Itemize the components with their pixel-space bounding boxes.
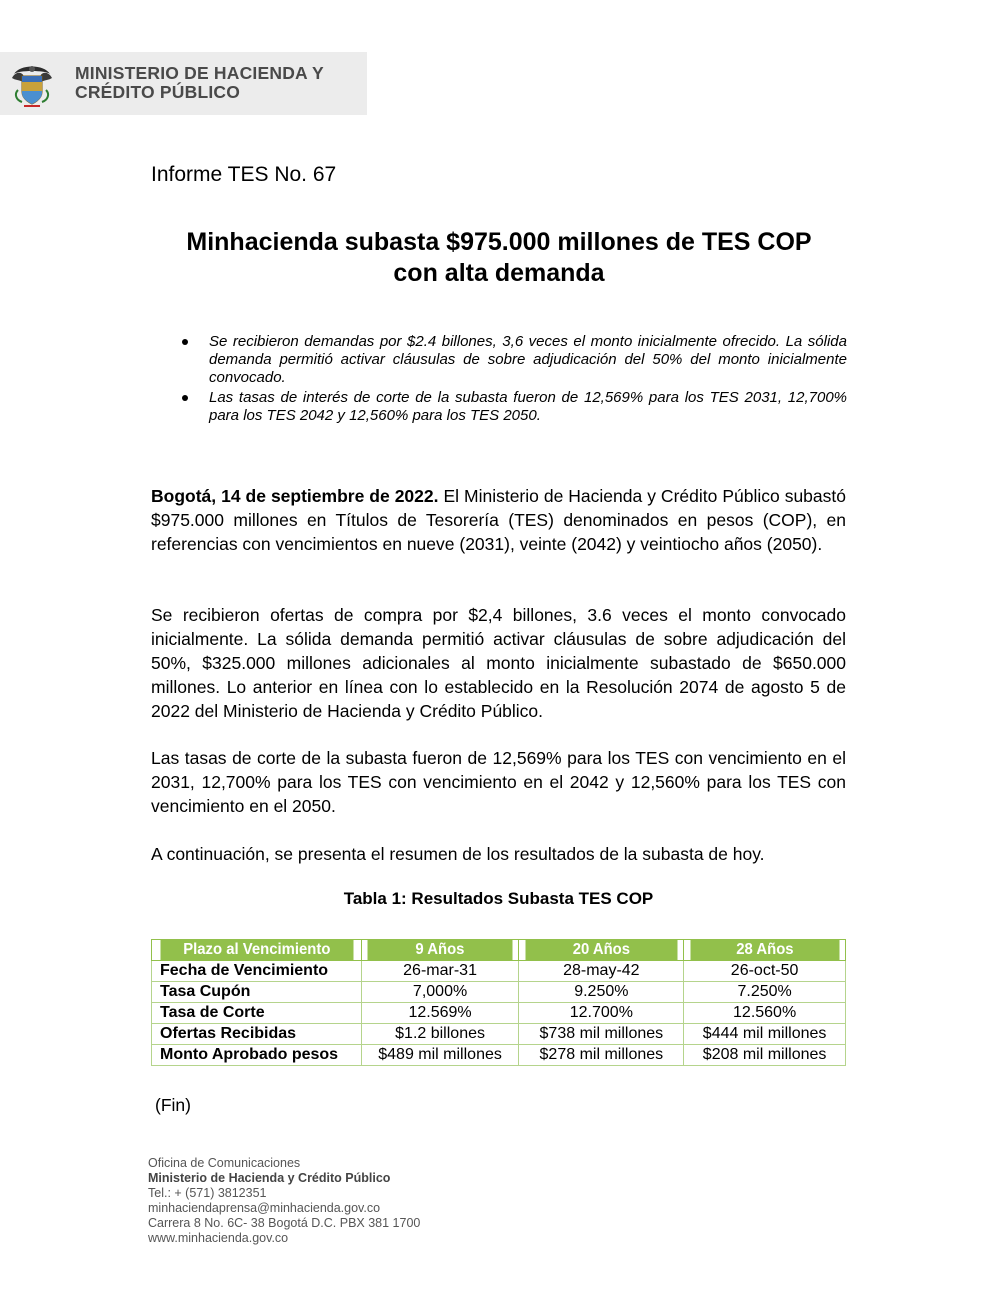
table-cell: 28-may-42 <box>519 961 684 982</box>
paragraph-demand: Se recibieron ofertas de compra por $2,4 billones, 3.6 veces el monto convocado inicialmente. La sólida demanda permitió activar cláusulas de sobre adjudicación del 50%, $325.000 millones adicionales al monto inicialmente subastado de $650.000 millones. Lo anterior en línea con lo establecido en la Resolución 2074 de agosto 5 de 2022 del Ministerio de Hacienda y Crédito Público. <box>151 605 846 721</box>
highlight-item: Se recibieron demandas por $2.4 billones, 3,6 veces el monto inicialmente ofrecido. La sólida demanda permitió activar cláusulas de sobre adjudicación del 50% del monto inicialmente convocado. <box>151 333 847 387</box>
table-cell: 12.700% <box>519 1003 684 1024</box>
ministry-name-line1: MINISTERIO DE HACIENDA Y <box>75 63 324 83</box>
row-label: Tasa de Corte <box>152 1003 362 1024</box>
table-cell: 26-oct-50 <box>684 961 846 982</box>
paragraph-summary-intro: A continuación, se presenta el resumen de los resultados de la subasta de hoy. <box>151 844 765 864</box>
table-cell: 7,000% <box>361 982 519 1003</box>
table-row <box>152 1045 846 1066</box>
dateline: Bogotá, 14 de septiembre de 2022. <box>151 486 439 506</box>
table-row <box>152 1003 846 1024</box>
row-label: Ofertas Recibidas <box>152 1024 362 1045</box>
paragraph-intro <box>151 484 846 556</box>
table-header-row <box>152 940 846 961</box>
footer-phone: Tel.: + (571) 3812351 <box>148 1186 267 1200</box>
row-label: Fecha de Vencimiento <box>152 961 362 982</box>
table-cell: $208 mil millones <box>684 1045 846 1066</box>
intro-text: El Ministerio de Hacienda y Crédito Público subastó $975.000 millones en Títulos de Tesorería (TES) denominados en pesos (COP), en referencias con vencimientos en nueve (2031), veinte (2042) y veintiocho años (2050). <box>151 486 846 554</box>
table-row <box>152 961 846 982</box>
footer-address: Carrera 8 No. 6C- 38 Bogotá D.C. PBX 381 1700 <box>148 1216 421 1230</box>
headline-line2: con alta demanda <box>393 259 605 287</box>
closing-mark: (Fin) <box>155 1095 191 1115</box>
footer-email: minhaciendaprensa@minhacienda.gov.co <box>148 1201 381 1215</box>
highlights-list <box>151 333 847 427</box>
table-row <box>152 982 846 1003</box>
column-header: 9 Años <box>367 940 514 961</box>
report-number: Informe TES No. 67 <box>151 163 337 186</box>
table-cell: 12.560% <box>684 1003 846 1024</box>
footer-website: www.minhacienda.gov.co <box>148 1231 289 1245</box>
ministry-name-line2: CRÉDITO PÚBLICO <box>75 82 241 102</box>
headline-line1: Minhacienda subasta $975.000 millones de TES COP <box>186 228 812 256</box>
results-table <box>151 939 846 1066</box>
table-cell: 9.250% <box>519 982 684 1003</box>
row-label: Monto Aprobado pesos <box>152 1045 362 1066</box>
footer-office: Oficina de Comunicaciones <box>148 1156 301 1170</box>
paragraph-rates: Las tasas de corte de la subasta fueron de 12,569% para los TES con vencimiento en el 2031, 12,700% para los TES con vencimiento en el 2042 y 12,560% para los TES con vencimiento en el 2050. <box>151 748 846 816</box>
table-cell: $1.2 billones <box>361 1024 519 1045</box>
table-cell: $278 mil millones <box>519 1045 684 1066</box>
column-header: Plazo al Vencimiento <box>159 940 354 961</box>
footer-contact <box>148 1156 420 1246</box>
table-cell: $444 mil millones <box>684 1024 846 1045</box>
table-row <box>152 1024 846 1045</box>
table-title: Tabla 1: Resultados Subasta TES COP <box>343 889 654 908</box>
coat-of-arms-icon <box>10 60 54 110</box>
table-cell: $489 mil millones <box>361 1045 519 1066</box>
column-header: 20 Años <box>525 940 678 961</box>
ministry-logo-text <box>75 64 324 102</box>
table-cell: $738 mil millones <box>519 1024 684 1045</box>
row-label: Tasa Cupón <box>152 982 362 1003</box>
table-cell: 12.569% <box>361 1003 519 1024</box>
table-cell: 26-mar-31 <box>361 961 519 982</box>
headline <box>151 227 847 289</box>
highlight-item: Las tasas de interés de corte de la subasta fueron de 12,569% para los TES 2031, 12,700% para los TES 2042 y 12,560% para los TES 2050. <box>151 389 847 425</box>
column-header: 28 Años <box>689 940 839 961</box>
footer-ministry: Ministerio de Hacienda y Crédito Público <box>148 1171 391 1185</box>
table-cell: 7.250% <box>684 982 846 1003</box>
